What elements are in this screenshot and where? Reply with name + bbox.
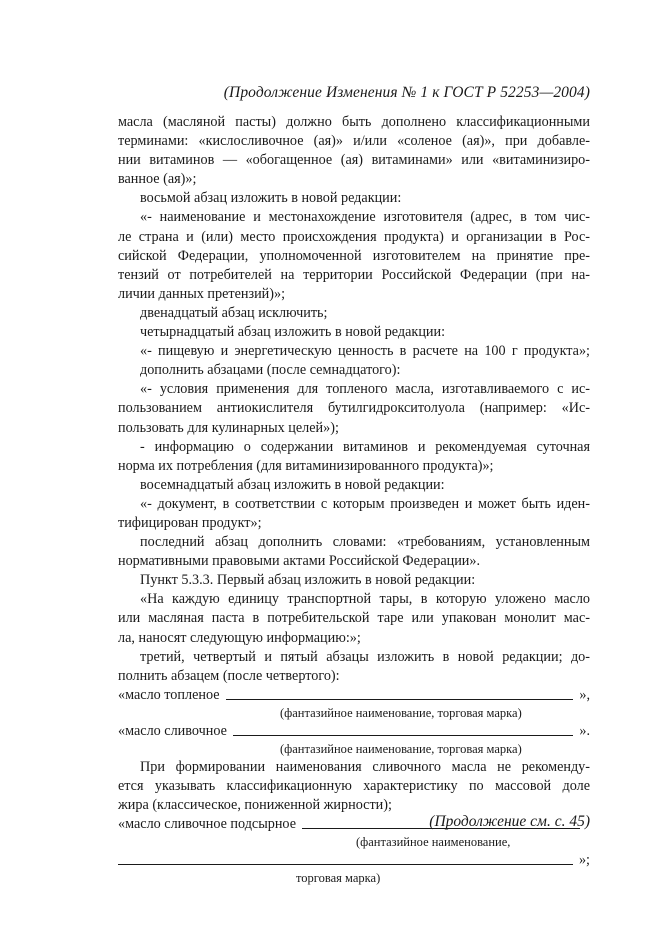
fill-caption: (фантазийное наименование, bbox=[356, 835, 511, 850]
text-line: личии данных претензий)»; bbox=[118, 285, 286, 302]
text-line: ле страна и (или) место происхождения продукта) и организации в Рос- bbox=[118, 228, 590, 245]
fill-caption: (фантазийное наименование, торговая марка) bbox=[280, 705, 522, 720]
text-line: тензий от потребителей на территории Российской Федерации (при на- bbox=[118, 266, 590, 283]
fill-caption: торговая марка) bbox=[296, 871, 381, 886]
text-line: норма их потребления (для витаминизированного продукта)»; bbox=[118, 457, 494, 474]
fill-line-butter bbox=[118, 722, 590, 741]
text-line: третий, четвертый и пятый абзацы изложить в новой редакции; до- bbox=[140, 648, 590, 665]
text-line: Пункт 5.3.3. Первый абзац изложить в новой редакции: bbox=[140, 572, 476, 589]
text-line: жира (классическое, пониженной жирности); bbox=[118, 797, 392, 814]
document-body bbox=[118, 113, 590, 887]
text-line: «На каждую единицу транспортной тары, в которую уложено масло bbox=[140, 591, 590, 608]
blank-underline bbox=[233, 735, 573, 736]
blank-underline bbox=[118, 864, 573, 865]
text-line: При формировании наименования сливочного масла не рекоменду- bbox=[140, 759, 590, 775]
fill-line-continuation bbox=[118, 851, 590, 870]
text-line: пользованием антиокислителя бутилгидрокситолуола (например: «Ис- bbox=[118, 400, 590, 417]
text-line: терминами: «кислосливочное (ая)» и/или «соленое (ая)», при добавле- bbox=[118, 133, 590, 150]
text-line: «- наименование и местонахождение изготовителя (адрес, в том чис- bbox=[140, 209, 590, 226]
text-line: полнить абзацем (после четвертого): bbox=[118, 667, 340, 684]
text-line: дополнить абзацами (после семнадцатого): bbox=[140, 362, 401, 379]
text-line: нии витаминов — «обогащенное (ая) витаминами» или «витаминизиро- bbox=[118, 152, 590, 169]
text-line: масла (масляной пасты) должно быть дополнено классификационными bbox=[118, 114, 590, 130]
text-line: нормативными правовыми актами Российской Федерации». bbox=[118, 553, 481, 570]
fill-caption: (фантазийное наименование, торговая марка) bbox=[280, 742, 522, 756]
fill-label: «масло сливочное bbox=[118, 722, 227, 739]
text-line: сийской Федерации, уполномоченной изготовителем на принятие пре- bbox=[118, 247, 590, 264]
text-line: или масляная паста в потребительской таре или упакован монолит мас- bbox=[118, 610, 590, 627]
text-line: тифицирован продукт»; bbox=[118, 514, 262, 531]
fill-end: », bbox=[579, 686, 590, 703]
text-line: ла, наносят следующую информацию:»; bbox=[118, 629, 361, 646]
text-line: «- условия применения для топленого масла, изготавливаемого с ис- bbox=[140, 381, 590, 398]
blank-underline bbox=[226, 699, 574, 700]
page-footer: (Продолжение см. с. 45) bbox=[429, 813, 590, 830]
fill-end: ». bbox=[579, 722, 590, 739]
text-line: четырнадцатый абзац изложить в новой редакции: bbox=[140, 324, 446, 341]
page-header: (Продолжение Изменения № 1 к ГОСТ Р 52253—2004) bbox=[223, 84, 590, 101]
fill-label: «масло топленое bbox=[118, 686, 220, 703]
text-line: - информацию о содержании витаминов и рекомендуемая суточная bbox=[140, 438, 590, 455]
text-line: ется указывать классификационную характеристику по массовой доле bbox=[118, 778, 590, 795]
text-line: последний абзац дополнить словами: «требованиям, установленным bbox=[140, 534, 590, 551]
fill-end: »; bbox=[578, 852, 590, 869]
text-line: восьмой абзац изложить в новой редакции: bbox=[140, 190, 402, 207]
fill-label: «масло сливочное подсырное bbox=[118, 816, 297, 833]
text-line: «- пищевую и энергетическую ценность в расчете на 100 г продукта»; bbox=[140, 343, 590, 360]
text-line: «- документ, в соответствии с которым произведен и может быть иден- bbox=[140, 495, 590, 512]
text-line: ванное (ая)»; bbox=[118, 171, 197, 188]
fill-line-ghee bbox=[118, 686, 590, 705]
text-line: двенадцатый абзац исключить; bbox=[140, 304, 328, 321]
text-line: восемнадцатый абзац изложить в новой редакции: bbox=[140, 476, 445, 493]
text-line: пользовать для кулинарных целей»); bbox=[118, 419, 339, 436]
